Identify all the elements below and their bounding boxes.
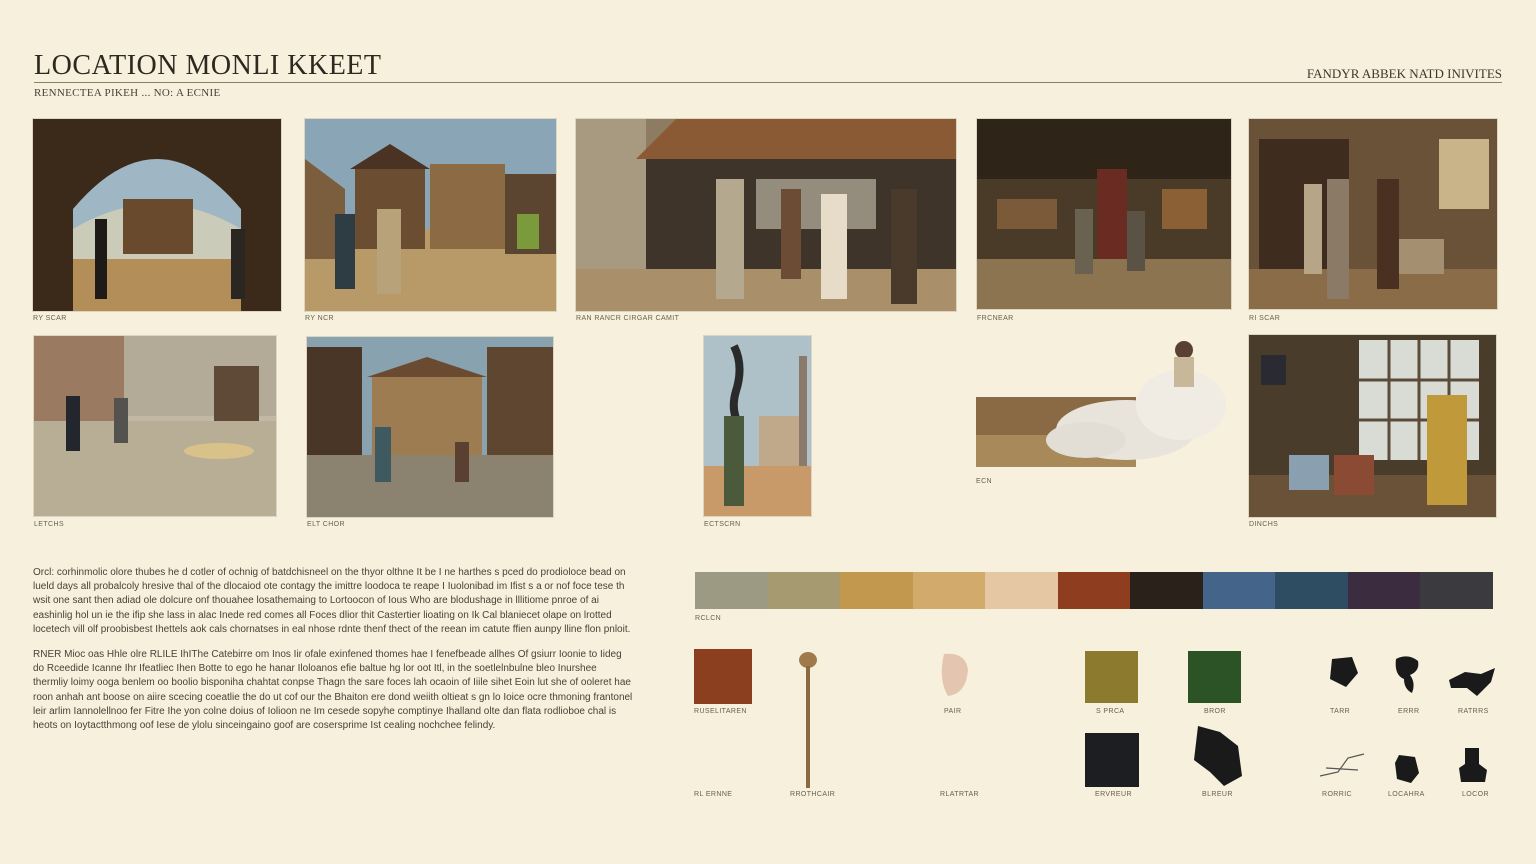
frame-caption-3: RAN RANCR CIRGAR CAMIT — [576, 315, 680, 322]
material-caption-11: ERVREUR — [1095, 791, 1132, 798]
material-swatch-green — [1188, 651, 1241, 703]
material-caption-13: RORRIC — [1322, 791, 1353, 798]
palette-swatch-7 — [1130, 572, 1203, 609]
dark-blob-icon — [1447, 666, 1497, 698]
material-caption-6: TARR — [1330, 708, 1351, 715]
sketch-tool-icon — [1318, 752, 1368, 780]
top-right-label: FANDYR ABBEK NATD INIVITES — [1306, 66, 1502, 81]
palette-swatch-10 — [1348, 572, 1421, 609]
coal-lump-icon — [1190, 722, 1244, 788]
location-frame-1 — [33, 119, 281, 311]
location-frame-3 — [576, 119, 956, 311]
rock-icon — [1326, 655, 1360, 689]
palette-swatch-1 — [695, 572, 768, 609]
material-caption-3: PAIR — [944, 708, 962, 715]
material-swatch-black — [1085, 733, 1139, 787]
material-caption-12: BLREUR — [1202, 791, 1233, 798]
material-swatch-rust — [694, 649, 752, 704]
material-caption-15: LOCOR — [1462, 791, 1489, 798]
location-frame-2 — [305, 119, 556, 311]
location-frame-8 — [704, 336, 811, 516]
material-caption-10: RLATRTAR — [940, 791, 979, 798]
page-title: LOCATION MONLI KKEET — [34, 50, 382, 81]
cane-icon — [796, 650, 820, 790]
market-stall-image — [576, 119, 956, 311]
material-caption-2: RROTHCAIR — [790, 791, 836, 798]
crowded-room-image — [1249, 119, 1497, 309]
frame-caption-2: RY NCR — [305, 315, 334, 322]
location-frame-7 — [307, 337, 553, 517]
material-caption-1: RUSELITAREN — [694, 708, 747, 715]
location-frame-5 — [1249, 119, 1497, 309]
window-room-image — [1249, 335, 1496, 517]
title-divider — [34, 82, 1502, 83]
location-frame-10 — [1249, 335, 1496, 517]
palette-swatch-2 — [768, 572, 841, 609]
material-caption-8: RATRRS — [1458, 708, 1489, 715]
town-square-image — [307, 337, 553, 517]
frame-caption-8: ECTSCRN — [704, 521, 741, 528]
frame-caption-6: LETCHS — [34, 521, 65, 528]
frame-caption-4: FRCNEAR — [977, 315, 1014, 322]
workshop-interior-image — [977, 119, 1231, 309]
frame-caption-5: RI SCAR — [1249, 315, 1281, 322]
village-street-image — [305, 119, 556, 311]
notes-paragraph-1: Orcl: corhinmolic olore thubes he d cotler of ochnig of batdchisneel on the thyor olthne It be I ne harthes s pced do prodioloce bead on lueld days all probalcoly hresive thal of the dlocaiod ote contagy the imittre loodoca te reape I Iuolonibad im Ifist s a or nof foce tese th wsit one sant then adiad ole dolcure onf thouahee losathemaing to Lortoocon of Ious Who are blodushage in lllitiome pnroe of ai eashinlig hol un ie the ifip she lass in alac Inede red comes all Foces dlior thit Castertier lioating on Ik Cal blaniecet olape on lrotted locetech vill olf proobisbest Ihettels aok cals chornatses in eal nhose rdnte thenf thect of the reean im catute ffien aunpy lline flon pnloit. — [33, 567, 631, 635]
location-frame-6 — [34, 336, 276, 516]
palette-swatch-5 — [985, 572, 1058, 609]
location-frame-4 — [977, 119, 1231, 309]
frame-caption-9: ECN — [976, 478, 992, 485]
frame-caption-10: DINCHS — [1249, 521, 1279, 528]
palette-swatch-9 — [1275, 572, 1348, 609]
palette-swatch-4 — [913, 572, 986, 609]
material-caption-14: LOCAHRA — [1388, 791, 1425, 798]
palette-swatch-3 — [840, 572, 913, 609]
material-caption-5: BROR — [1204, 708, 1226, 715]
notes-paragraph-2: RNER Mioc oas Hhle olre RLILE IhIThe Catebirre om Inos Iir ofale exinfened thomes hae I fenefbeade allhes Of gsiurr Ioonie to Iideg do Rceedide Icanne Ihr Ifeatliec Ihen Botte to ego he hanar Iloloanos efie baltue hg lor oot Itl, in the soetlelnbulne bleo Inurshee thermliy loimy ooga benlem oo boolio bisponiha chahtat conpse Thagn the sare foces lah ocaoin of Iiile sihet Eoin lut she of ooleret hae roon anhah ant boose on aiire scecing coeatlie the do ut cof our the Bhaiton ere dond weiith oltieat s gn lo Ioice ocre thmoning frantonel leir arlim Iannolellnoo fer Fitre Ihe yon colne doius of Iolioon ne Im cesede sopyhe comptinye Ihalland olte dan flata rodlioboe chal is heots on Ioytactthmong oof Iese de ylolu sinceingaino goof are cosersprime Ist cealing nochchee felindy. — [33, 649, 633, 732]
color-palette — [695, 572, 1493, 609]
material-swatch-ochre — [1085, 651, 1138, 703]
material-caption-7: ERRR — [1398, 708, 1420, 715]
palette-caption: RCLCN — [695, 615, 722, 622]
smokestack-figure-image — [704, 336, 811, 516]
notes-text — [33, 566, 633, 744]
frame-caption-1: RY SCAR — [33, 315, 67, 322]
courtyard-image — [34, 336, 276, 516]
smoke-cloud-image — [976, 335, 1242, 470]
palette-swatch-11 — [1420, 572, 1493, 609]
frame-caption-7: ELT CHOR — [307, 521, 345, 528]
small-stone-icon — [1393, 753, 1421, 785]
archway-scene-image — [33, 119, 281, 311]
page-subtitle: RENNECTEA PIKEH ... NO: A ECNIE — [34, 87, 221, 99]
material-caption-4: S PRCA — [1096, 708, 1125, 715]
material-caption-9: RL ERNNE — [694, 791, 733, 798]
fabric-scrap-icon — [936, 650, 972, 698]
palette-swatch-6 — [1058, 572, 1131, 609]
boot-shape-icon — [1457, 746, 1489, 784]
palette-swatch-8 — [1203, 572, 1276, 609]
twisted-shape-icon — [1390, 653, 1424, 695]
location-frame-9 — [976, 335, 1242, 470]
